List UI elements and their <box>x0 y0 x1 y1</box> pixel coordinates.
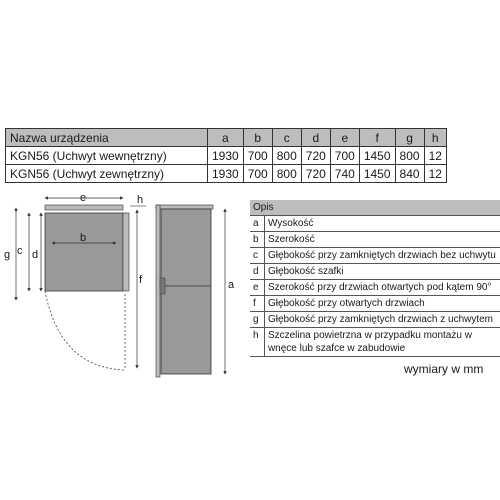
legend-letter: a <box>250 216 264 232</box>
table-cell: 1450 <box>359 147 395 165</box>
legend-letter: e <box>250 280 264 296</box>
dim-header-f: f <box>359 129 395 147</box>
side-wall <box>156 205 160 377</box>
legend-description: Szczelina powietrzna w przypadku montażu w wnęce lub szafce w zabudowie <box>264 328 500 357</box>
device-name: KGN56 (Uchwyt wewnętrzny) <box>6 147 208 165</box>
legend-letter: f <box>250 296 264 312</box>
table-row <box>6 147 447 165</box>
device-name: KGN56 (Uchwyt zewnętrzny) <box>6 165 208 183</box>
table-cell: 800 <box>272 165 301 183</box>
dim-header-e: e <box>330 129 359 147</box>
table-cell: 700 <box>243 165 272 183</box>
table-row <box>6 165 447 183</box>
legend-description: Głębokość przy otwartych drzwiach <box>264 296 500 312</box>
table-cell: 1930 <box>208 165 244 183</box>
legend-row <box>250 216 500 232</box>
legend-description: Głębokość przy zamkniętych drzwiach bez uchwytu <box>264 248 500 264</box>
table-cell: 740 <box>330 165 359 183</box>
legend-letter: b <box>250 232 264 248</box>
legend-row <box>250 232 500 248</box>
legend-row <box>250 280 500 296</box>
fridge-body-top-view <box>45 213 123 291</box>
side-wall-strip <box>156 205 213 209</box>
legend-row <box>250 264 500 280</box>
dim-label-h: h <box>137 194 144 206</box>
dim-header-g: g <box>395 129 424 147</box>
side-view <box>156 205 235 377</box>
dim-label-g: g <box>4 249 11 261</box>
legend-letter: c <box>250 248 264 264</box>
legend-row <box>250 328 500 357</box>
legend-description: Szerokość <box>264 232 500 248</box>
table-cell: 720 <box>301 147 330 165</box>
legend-title: Opis <box>250 200 500 216</box>
legend-letter: g <box>250 312 264 328</box>
table-cell: 700 <box>330 147 359 165</box>
device-name-header: Nazwa urządzenia <box>6 129 208 147</box>
dim-label-f: f <box>139 274 143 286</box>
units-note: wymiary w mm <box>404 362 484 376</box>
dim-label-a: a <box>228 279 235 291</box>
dim-header-h: h <box>424 129 446 147</box>
table-cell: 800 <box>395 147 424 165</box>
table-cell: 12 <box>424 165 446 183</box>
dim-label-d: d <box>32 249 39 261</box>
legend-description: Głębokość przy zamkniętych drzwiach z uchwytem <box>264 312 500 328</box>
fridge-body-side-view <box>161 209 211 374</box>
dim-label-e: e <box>80 192 87 204</box>
legend-row <box>250 312 500 328</box>
dim-label-b: b <box>80 232 87 244</box>
dim-label-c: c <box>17 245 23 257</box>
legend-header <box>250 200 500 216</box>
table-cell: 800 <box>272 147 301 165</box>
table-cell: 700 <box>243 147 272 165</box>
top-view <box>4 192 146 370</box>
dim-header-b: b <box>243 129 272 147</box>
table-cell: 1450 <box>359 165 395 183</box>
legend-letter: d <box>250 264 264 280</box>
legend-description: Szerokość przy drzwiach otwartych pod kątem 90° <box>264 280 500 296</box>
table-cell: 720 <box>301 165 330 183</box>
legend-row <box>250 296 500 312</box>
door-swing-arc <box>45 291 125 370</box>
dim-header-c: c <box>272 129 301 147</box>
legend-description: Wysokość <box>264 216 500 232</box>
table-cell: 840 <box>395 165 424 183</box>
dim-header-a: a <box>208 129 244 147</box>
door-handle <box>160 278 165 294</box>
dimension-drawing <box>0 188 250 388</box>
dimensions-table-header <box>6 129 447 147</box>
legend-description: Głębokość szafki <box>264 264 500 280</box>
open-door <box>123 213 129 291</box>
legend-row <box>250 248 500 264</box>
dimensions-table <box>5 128 447 183</box>
dim-header-d: d <box>301 129 330 147</box>
table-cell: 1930 <box>208 147 244 165</box>
table-cell: 12 <box>424 147 446 165</box>
legend-letter: h <box>250 328 264 357</box>
legend-table <box>250 200 500 357</box>
wall-strip <box>45 205 123 210</box>
